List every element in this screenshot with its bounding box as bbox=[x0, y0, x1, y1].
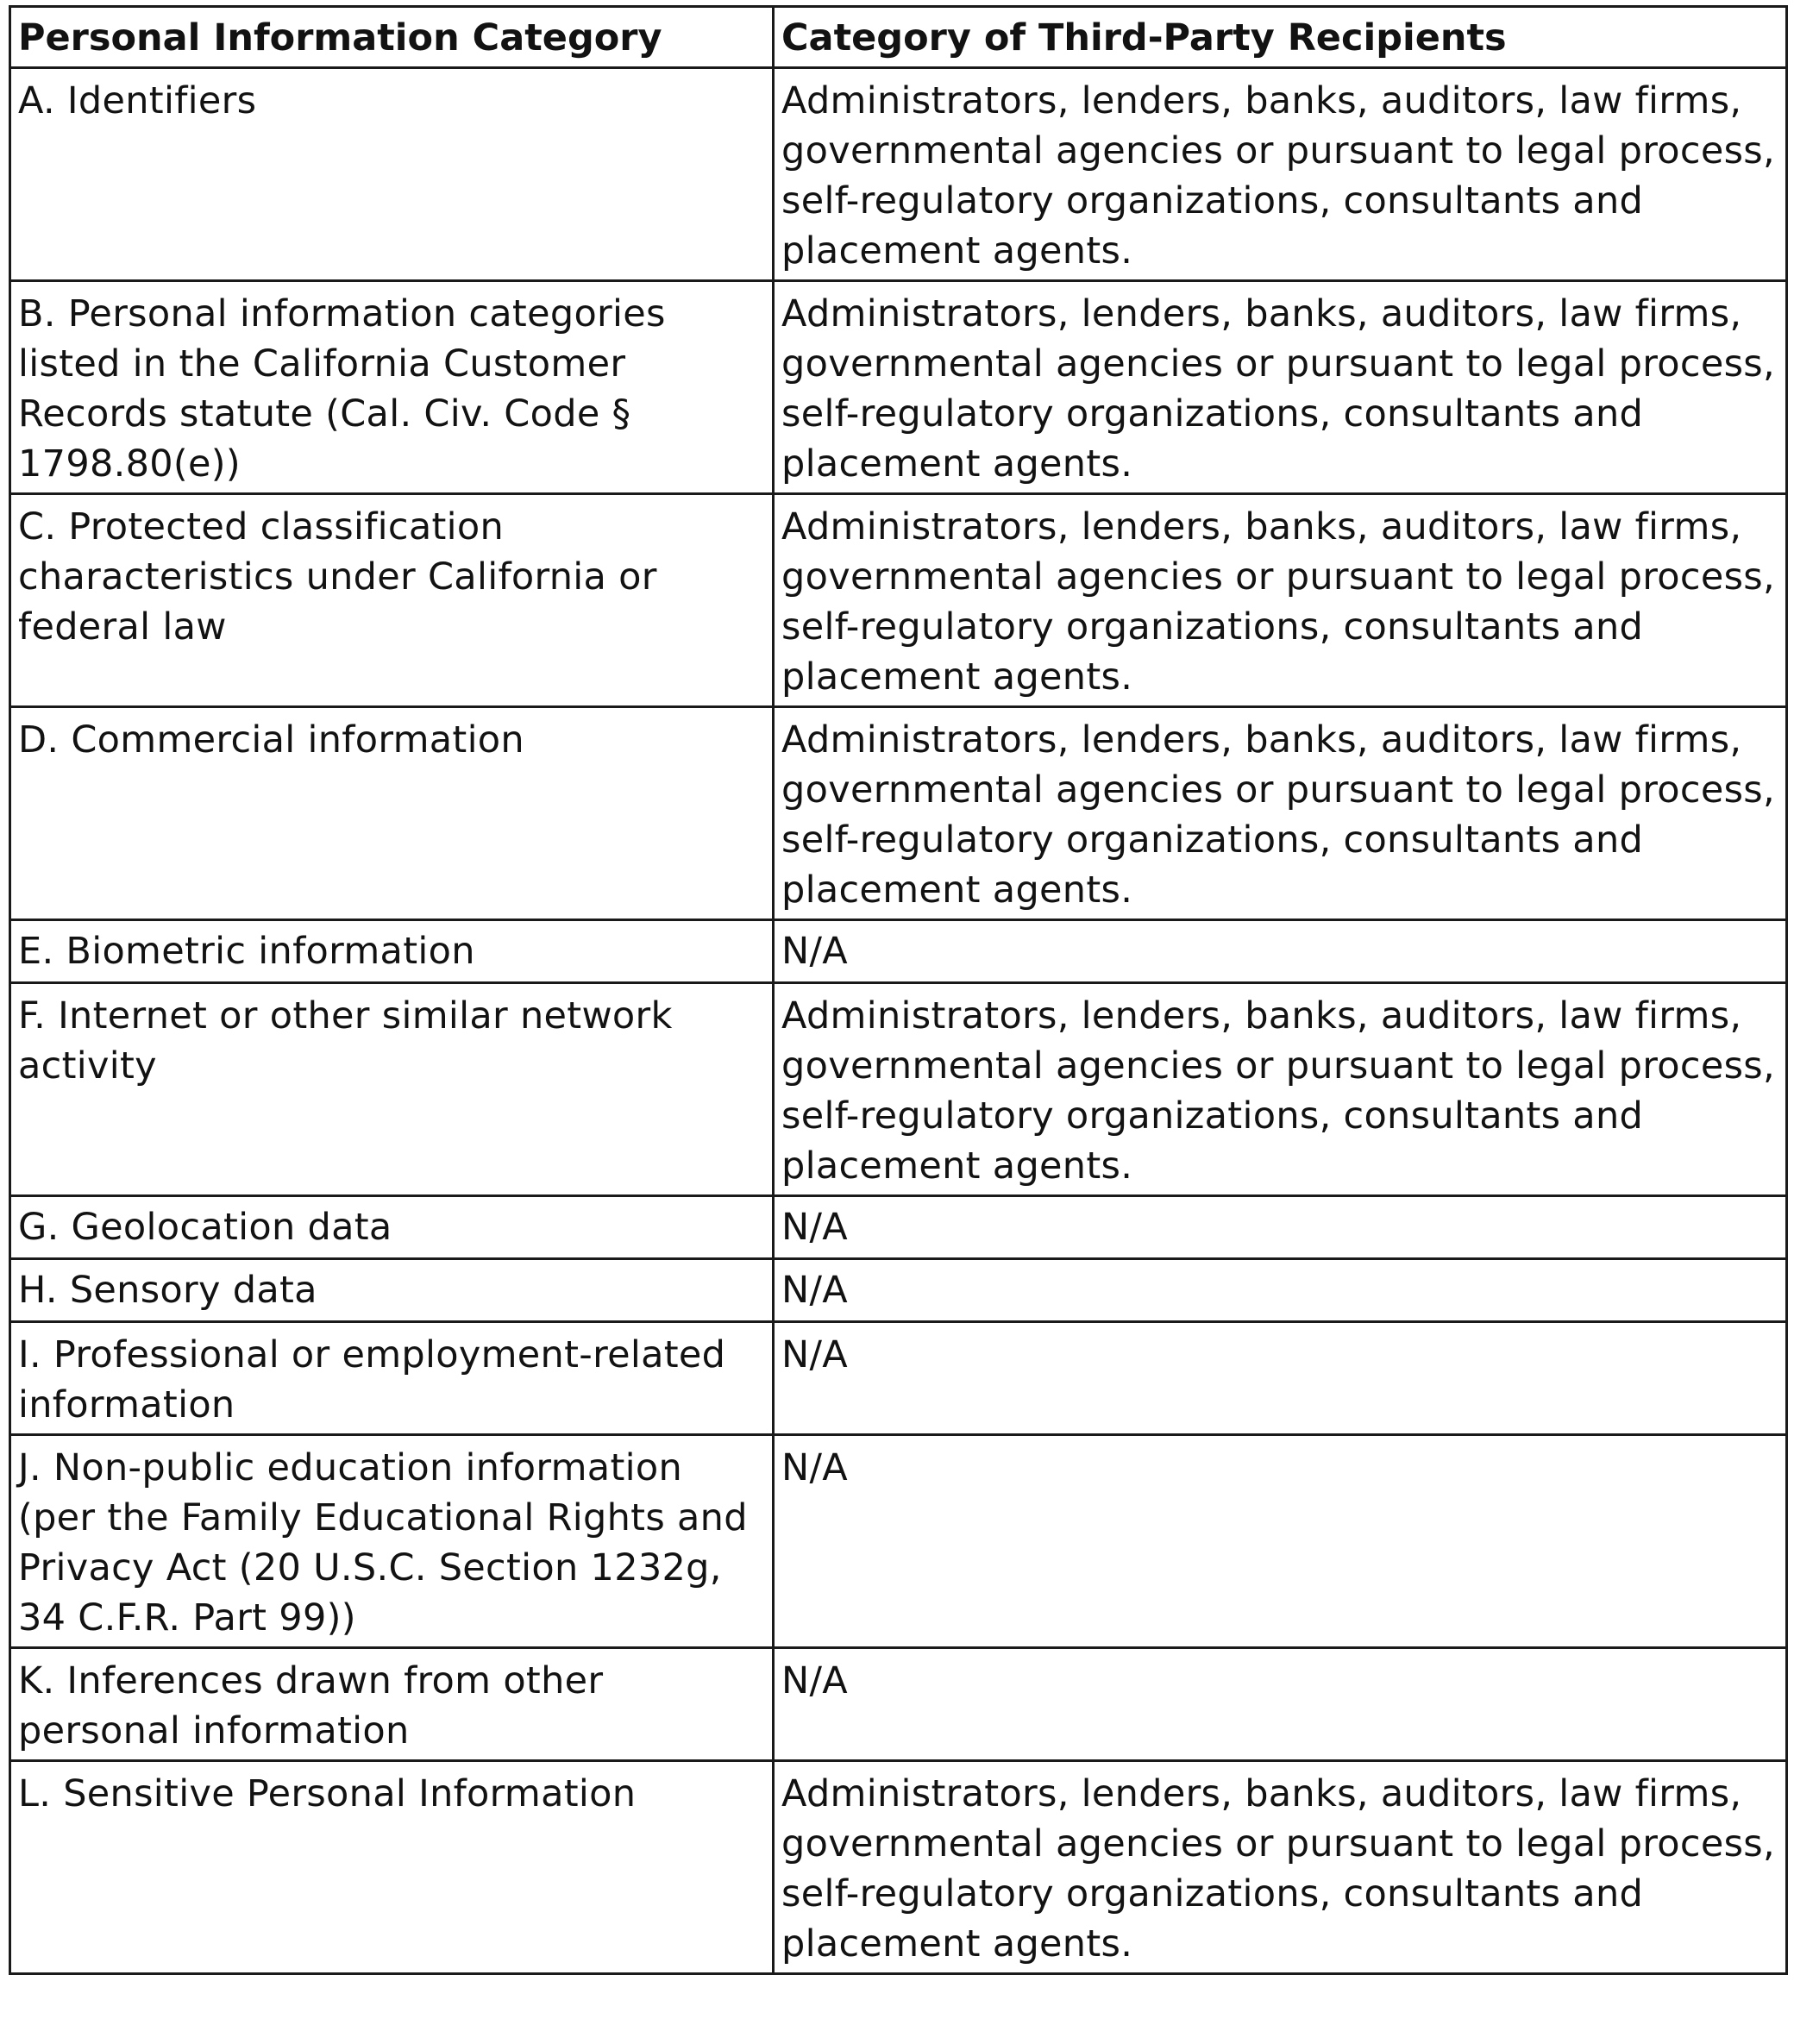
category-cell: G. Geolocation data bbox=[10, 1196, 774, 1259]
table-row bbox=[10, 707, 1787, 920]
table-row bbox=[10, 1761, 1787, 1974]
category-cell: I. Professional or employment-related information bbox=[10, 1322, 774, 1435]
recipients-cell: Administrators, lenders, banks, auditors, law firms, governmental agencies or pursuant to legal process, self-regulatory organizations, consultants and placement agents. bbox=[774, 983, 1787, 1196]
recipients-cell: N/A bbox=[774, 1435, 1787, 1648]
category-cell: D. Commercial information bbox=[10, 707, 774, 920]
header-recipients: Category of Third-Party Recipients bbox=[774, 7, 1787, 68]
recipients-cell: N/A bbox=[774, 920, 1787, 983]
category-cell: L. Sensitive Personal Information bbox=[10, 1761, 774, 1974]
recipients-cell: N/A bbox=[774, 1648, 1787, 1761]
recipients-table bbox=[9, 5, 1788, 1975]
table-row bbox=[10, 281, 1787, 494]
table-row bbox=[10, 1322, 1787, 1435]
table-row bbox=[10, 494, 1787, 707]
table-row bbox=[10, 920, 1787, 983]
recipients-cell: Administrators, lenders, banks, auditors, law firms, governmental agencies or pursuant to legal process, self-regulatory organizations, consultants and placement agents. bbox=[774, 707, 1787, 920]
category-cell: A. Identifiers bbox=[10, 68, 774, 281]
table-row bbox=[10, 68, 1787, 281]
table-row bbox=[10, 1648, 1787, 1761]
table-row bbox=[10, 983, 1787, 1196]
category-cell: H. Sensory data bbox=[10, 1259, 774, 1322]
category-cell: J. Non-public education information (per the Family Educational Rights and Privacy Act (20 U.S.C. Section 1232g, 34 C.F.R. Part 99)) bbox=[10, 1435, 774, 1648]
header-row bbox=[10, 7, 1787, 68]
category-cell: C. Protected classification characteristics under California or federal law bbox=[10, 494, 774, 707]
category-cell: B. Personal information categories listed in the California Customer Records statute (Cal. Civ. Code § 1798.80(e)) bbox=[10, 281, 774, 494]
recipients-cell: Administrators, lenders, banks, auditors, law firms, governmental agencies or pursuant to legal process, self-regulatory organizations, consultants and placement agents. bbox=[774, 494, 1787, 707]
table-row bbox=[10, 1435, 1787, 1648]
recipients-cell: N/A bbox=[774, 1322, 1787, 1435]
recipients-cell: Administrators, lenders, banks, auditors, law firms, governmental agencies or pursuant to legal process, self-regulatory organizations, consultants and placement agents. bbox=[774, 68, 1787, 281]
table-row bbox=[10, 1259, 1787, 1322]
category-cell: K. Inferences drawn from other personal information bbox=[10, 1648, 774, 1761]
recipients-cell: N/A bbox=[774, 1259, 1787, 1322]
category-cell: F. Internet or other similar network activity bbox=[10, 983, 774, 1196]
header-category: Personal Information Category bbox=[10, 7, 774, 68]
recipients-cell: Administrators, lenders, banks, auditors, law firms, governmental agencies or pursuant to legal process, self-regulatory organizations, consultants and placement agents. bbox=[774, 1761, 1787, 1974]
table-row bbox=[10, 1196, 1787, 1259]
recipients-cell: N/A bbox=[774, 1196, 1787, 1259]
category-cell: E. Biometric information bbox=[10, 920, 774, 983]
recipients-cell: Administrators, lenders, banks, auditors, law firms, governmental agencies or pursuant to legal process, self-regulatory organizations, consultants and placement agents. bbox=[774, 281, 1787, 494]
